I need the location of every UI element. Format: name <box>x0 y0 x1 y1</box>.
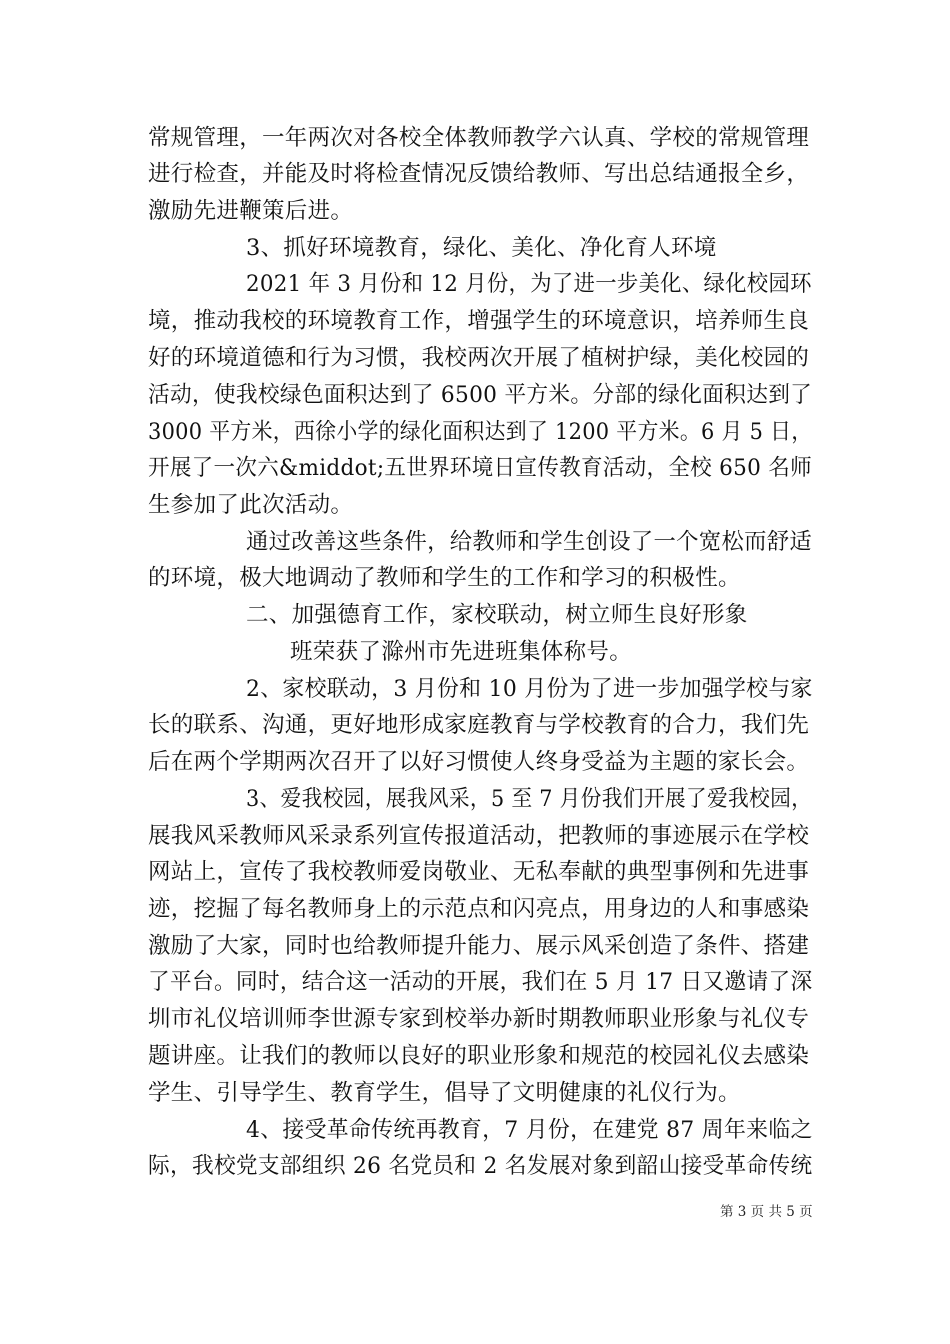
text-line: 长的联系、沟通，更好地形成家庭教育与学校教育的合力，我们先 <box>148 712 810 738</box>
text-line: 迹，挖掘了每名教师身上的示范点和闪亮点，用身边的人和事感染 <box>148 896 810 922</box>
text-line: 境，推动我校的环境教育工作，增强学生的环境意识，培养师生良 <box>148 308 810 334</box>
text-line: 活动，使我校绿色面积达到了 6500 平方米。分部的绿化面积达到了 <box>148 382 813 408</box>
text-line: 的环境，极大地调动了教师和学生的工作和学习的积极性。 <box>148 565 741 591</box>
text-line: 际，我校党支部组织 26 名党员和 2 名发展对象到韶山接受革命传统 <box>148 1153 813 1179</box>
text-line: 3000 平方米，西徐小学的绿化面积达到了 1200 平方米。6 月 5 日， <box>148 419 813 445</box>
text-line: 4、接受革命传统再教育，7 月份，在建党 87 周年来临之 <box>246 1117 813 1143</box>
text-line: 激励先进鞭策后进。 <box>148 198 354 224</box>
text-line: 2、家校联动，3 月份和 10 月份为了进一步加强学校与家 <box>246 676 813 702</box>
text-line: 题讲座。让我们的教师以良好的职业形象和规范的校园礼仪去感染 <box>148 1043 810 1069</box>
text-line: 网站上，宣传了我校教师爱岗敬业、无私奉献的典型事例和先进事 <box>148 859 810 885</box>
section-heading: 二、加强德育工作，家校联动，树立师生良好形象 <box>246 602 748 628</box>
text-line: 开展了一次六&middot;五世界环境日宣传教育活动，全校 650 名师 <box>148 455 812 481</box>
text-line: 常规管理，一年两次对各校全体教师教学六认真、学校的常规管理 <box>148 125 810 151</box>
text-line: 了平台。同时，结合这一活动的开展，我们在 5 月 17 日又邀请了深 <box>148 969 813 995</box>
section-heading: 3、抓好环境教育，绿化、美化、净化育人环境 <box>246 235 717 261</box>
text-line: 激励了大家，同时也给教师提升能力、展示风采创造了条件、搭建 <box>148 933 810 959</box>
text-line: 圳市礼仪培训师李世源专家到校举办新时期教师职业形象与礼仪专 <box>148 1006 810 1032</box>
text-line: 3、爱我校园，展我风采，5 至 7 月份我们开展了爱我校园， <box>246 786 813 812</box>
text-line: 学生、引导学生、教育学生，倡导了文明健康的礼仪行为。 <box>148 1080 741 1106</box>
page-number: 第 3 页 共 5 页 <box>720 1204 813 1220</box>
text-line: 通过改善这些条件，给教师和学生创设了一个宽松而舒适 <box>246 529 813 555</box>
text-line: 2021 年 3 月份和 12 月份，为了进一步美化、绿化校园环 <box>246 271 812 297</box>
text-line: 进行检查，并能及时将检查情况反馈给教师、写出总结通报全乡， <box>148 161 810 187</box>
text-line: 后在两个学期两次召开了以好习惯使人终身受益为主题的家长会。 <box>148 749 810 775</box>
text-line: 班荣获了滁州市先进班集体称号。 <box>290 639 633 665</box>
text-line: 生参加了此次活动。 <box>148 492 354 518</box>
text-line: 展我风采教师风采录系列宣传报道活动，把教师的事迹展示在学校 <box>148 823 810 849</box>
text-line: 好的环境道德和行为习惯，我校两次开展了植树护绿，美化校园的 <box>148 345 810 371</box>
